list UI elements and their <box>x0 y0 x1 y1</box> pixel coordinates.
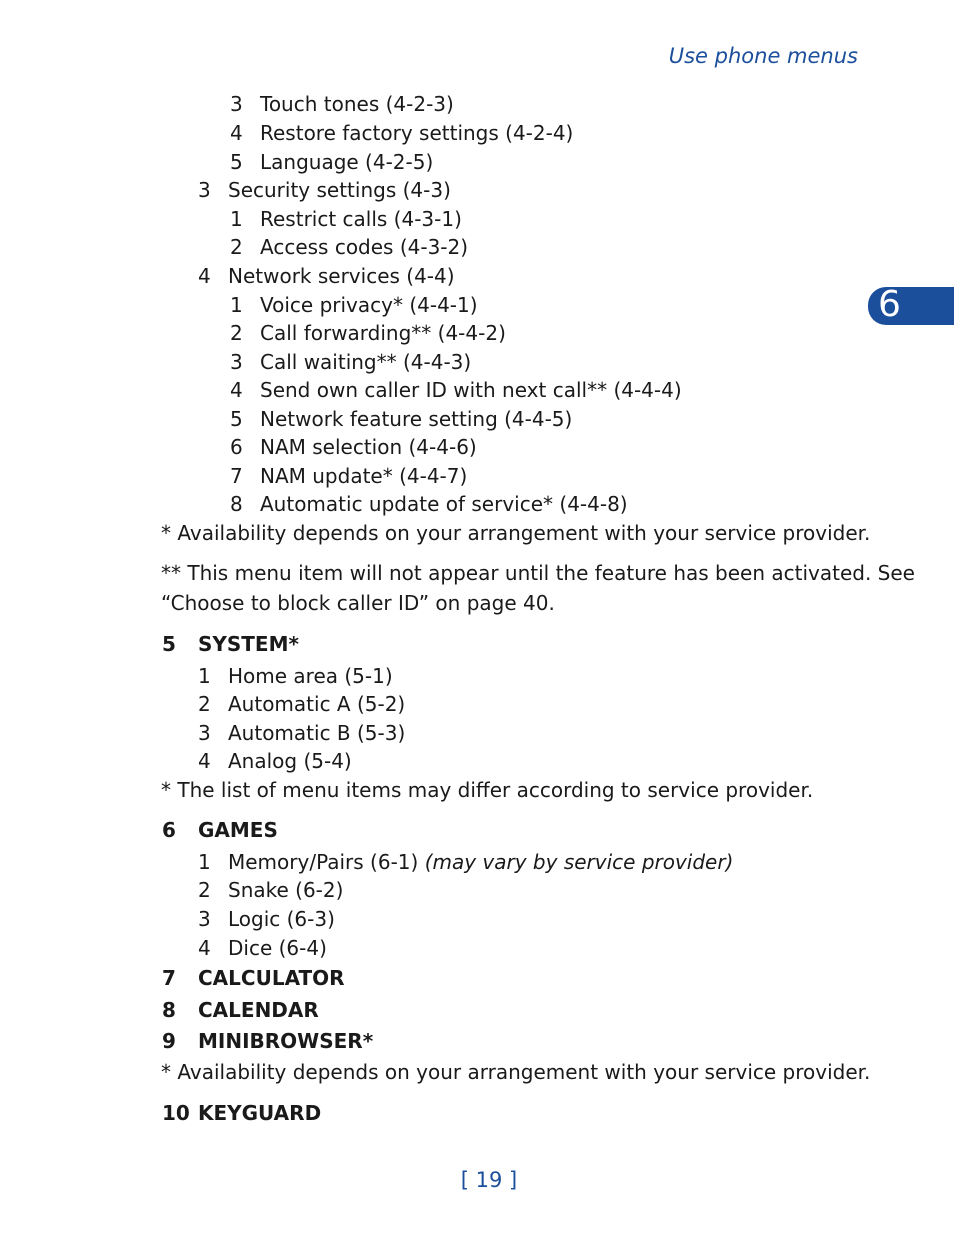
list-item: 2 Automatic A (5-2) <box>198 692 406 716</box>
section-heading-minibrowser: 9 MINIBROWSER* <box>162 1029 374 1053</box>
footnote-not-appear: ** This menu item will not appear until the feature has been activated. See <box>161 561 915 585</box>
list-item: 5 Language (4-2-5) <box>230 150 434 174</box>
list-item: 1 Home area (5-1) <box>198 664 393 688</box>
section-heading-calculator: 7 CALCULATOR <box>162 966 345 990</box>
section-heading-games: 6 GAMES <box>162 818 278 842</box>
list-item: 2 Call forwarding** (4-4-2) <box>230 321 506 345</box>
page-number: [ 19 ] <box>460 1168 518 1192</box>
footnote-not-appear-cont: “Choose to block caller ID” on page 40. <box>161 591 555 615</box>
list-item: 6 NAM selection (4-4-6) <box>230 435 477 459</box>
running-header: Use phone menus <box>668 44 858 68</box>
list-item: 3 Logic (6-3) <box>198 907 335 931</box>
item-note: (may vary by service provider) <box>424 850 734 874</box>
footnote-availability: * Availability depends on your arrangement with your service provider. <box>161 1060 871 1084</box>
submenu-title: 4 Network services (4-4) <box>198 264 455 288</box>
list-item: 3 Automatic B (5-3) <box>198 721 406 745</box>
list-item: 7 NAM update* (4-4-7) <box>230 464 468 488</box>
list-item: 1 Memory/Pairs (6-1) (may vary by service provider) <box>198 850 734 874</box>
list-item: 2 Access codes (4-3-2) <box>230 235 469 259</box>
section-heading-calendar: 8 CALENDAR <box>162 998 319 1022</box>
list-item: 4 Analog (5-4) <box>198 749 352 773</box>
footnote-availability: * Availability depends on your arrangement with your service provider. <box>161 521 871 545</box>
chapter-tab <box>868 284 954 325</box>
list-item: 2 Snake (6-2) <box>198 878 344 902</box>
chapter-number: 6 <box>878 284 901 325</box>
section-heading-system: 5 SYSTEM* <box>162 632 299 656</box>
list-item: 4 Dice (6-4) <box>198 936 327 960</box>
list-item: 8 Automatic update of service* (4-4-8) <box>230 492 628 516</box>
footnote-list-differ: * The list of menu items may differ according to service provider. <box>161 778 814 802</box>
list-item: 3 Call waiting** (4-4-3) <box>230 350 472 374</box>
section-heading-keyguard: 10 KEYGUARD <box>162 1101 322 1125</box>
list-item: 4 Send own caller ID with next call** (4-4-4) <box>230 378 682 402</box>
list-item: 5 Network feature setting (4-4-5) <box>230 407 573 431</box>
list-item: 1 Restrict calls (4-3-1) <box>230 207 462 231</box>
list-item: 4 Restore factory settings (4-2-4) <box>230 121 574 145</box>
list-item: 1 Voice privacy* (4-4-1) <box>230 293 478 317</box>
submenu-title: 3 Security settings (4-3) <box>198 178 451 202</box>
list-item: 3 Touch tones (4-2-3) <box>230 92 454 116</box>
